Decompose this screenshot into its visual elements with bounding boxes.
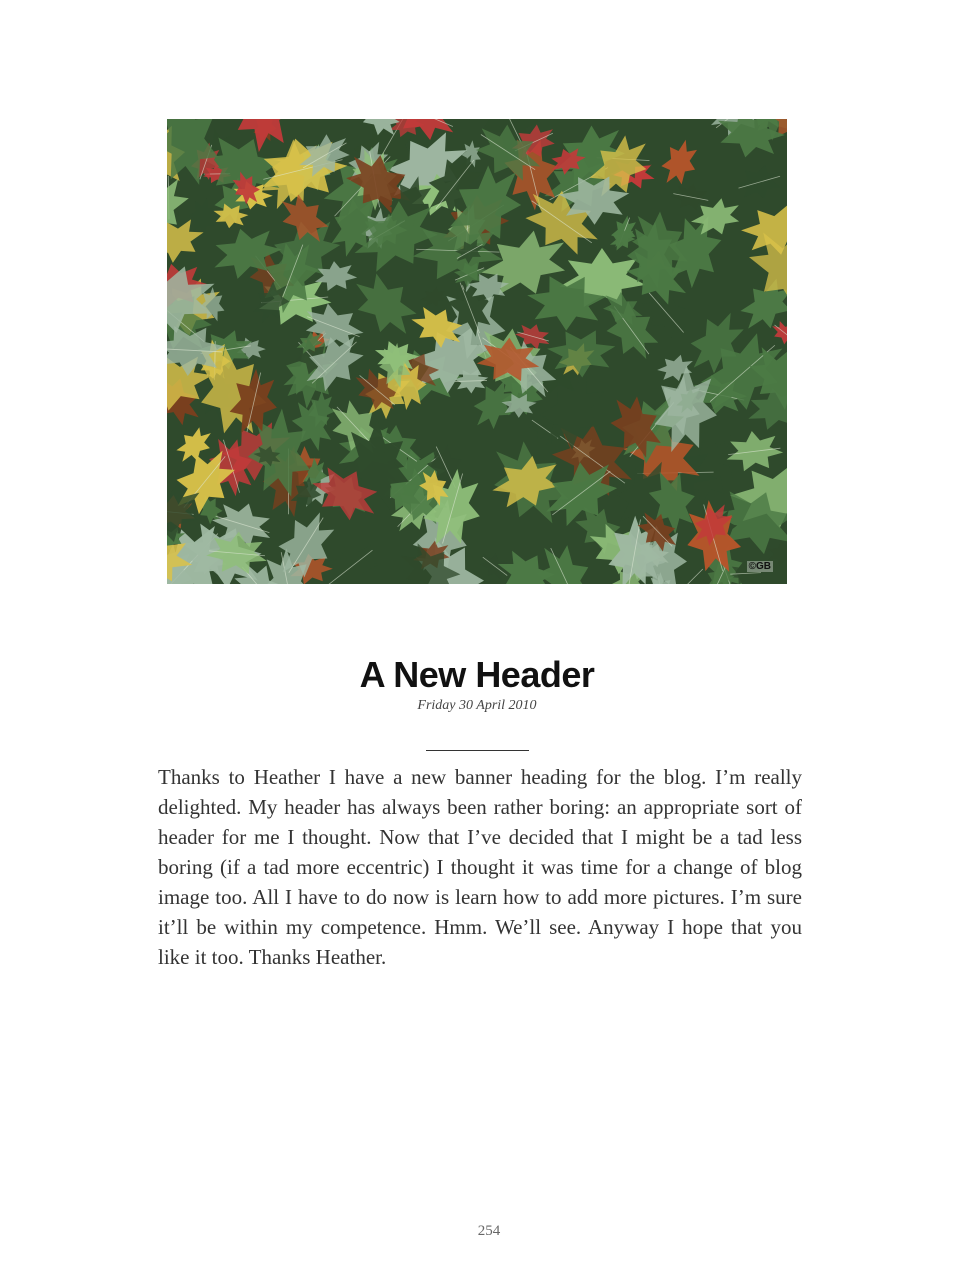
oak-leaves-illustration [167, 119, 787, 584]
photo-watermark: ©GB [748, 561, 771, 572]
post-date: Friday 30 April 2010 [417, 698, 537, 713]
page-number: 254 [477, 1223, 501, 1239]
post-body: Thanks to Heather I have a new banner heading for the blog. I’m really delighted. My header has always been rather boring: an appropriate sort of header for me I thought. Now that I’ve decided that I might be a tad less boring (if a tad more eccentric) I thought it was time for a change of blog image too. All I have to do now is learn how to add more pictures. I’m sure it’ll be within my competence. Hmm. We’ll see. Anyway I hope that you like it too. Thanks Heather. [158, 765, 802, 969]
post-title: A New Header [359, 654, 595, 695]
title-separator [426, 750, 529, 751]
leaves-photo [167, 119, 787, 584]
